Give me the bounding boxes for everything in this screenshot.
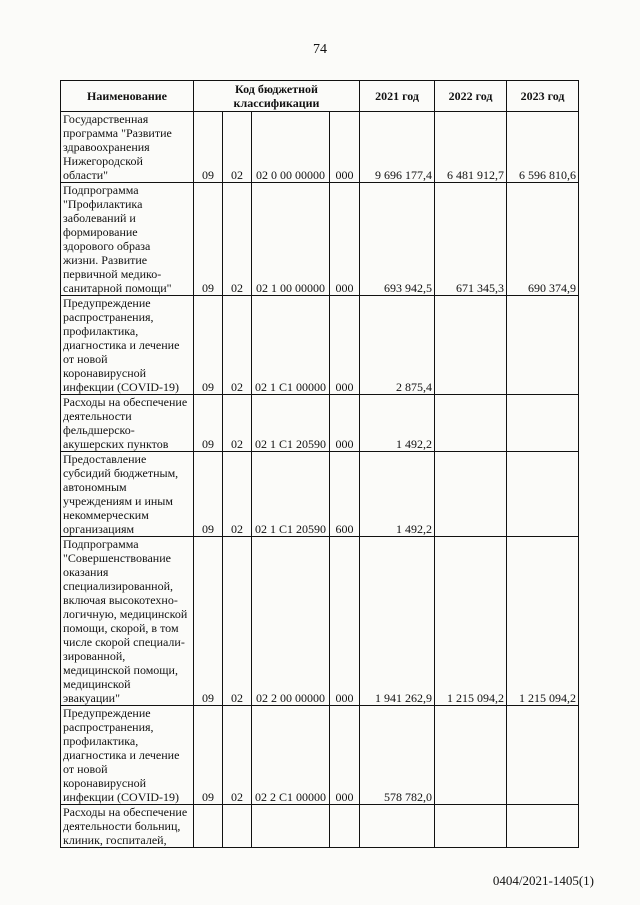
amount-2021: 1 492,2	[360, 452, 435, 537]
amount-2022: 1 215 094,2	[435, 537, 507, 706]
row-name-line: "Профилактика	[63, 197, 143, 211]
code-target-article: 02 2 С1 00000	[252, 706, 330, 805]
row-name-line: организациям	[63, 522, 135, 536]
amount-2021: 9 696 177,4	[360, 112, 435, 183]
row-name-line: диагностика и лечение	[63, 748, 180, 762]
amount-2022	[435, 395, 507, 452]
code-target-article	[252, 805, 330, 848]
amount-2023: 1 215 094,2	[507, 537, 579, 706]
amount-2023	[507, 706, 579, 805]
table-row	[61, 452, 579, 537]
row-name-line: инфекции (COVID-19)	[63, 790, 180, 804]
code-subsection: 02	[223, 537, 252, 706]
row-name-line: специализированной,	[63, 579, 174, 593]
row-name	[61, 112, 194, 183]
row-name-line: Предоставление	[63, 452, 147, 466]
row-name-line: эвакуации"	[63, 691, 120, 705]
code-expense-type: 000	[330, 395, 360, 452]
row-name-line: заболеваний и	[63, 211, 136, 225]
table-header-row	[61, 81, 579, 112]
table-row	[61, 183, 579, 296]
amount-2022	[435, 296, 507, 395]
code-expense-type: 000	[330, 183, 360, 296]
amount-2023: 690 374,9	[507, 183, 579, 296]
row-name	[61, 395, 194, 452]
row-name-line: медицинской	[63, 677, 131, 691]
row-name-line: Предупреждение	[63, 296, 151, 310]
row-name-line: Расходы на обеспечение	[63, 805, 188, 819]
code-subsection: 02	[223, 706, 252, 805]
row-name-line: логичную, медицинской	[63, 607, 188, 621]
row-name-line: деятельности	[63, 409, 132, 423]
row-name-line: программа "Развитие	[63, 126, 172, 140]
code-subsection: 02	[223, 452, 252, 537]
code-section: 09	[194, 112, 223, 183]
row-name-line: здравоохранения	[63, 140, 150, 154]
code-subsection: 02	[223, 395, 252, 452]
amount-2021: 693 942,5	[360, 183, 435, 296]
amount-2021: 578 782,0	[360, 706, 435, 805]
code-subsection: 02	[223, 112, 252, 183]
row-name-line: первичной медико-	[63, 267, 162, 281]
table-row	[61, 537, 579, 706]
row-name-line: от новой	[63, 352, 108, 366]
amount-2022	[435, 452, 507, 537]
row-name-line: профилактика,	[63, 734, 139, 748]
amount-2023	[507, 296, 579, 395]
row-name-line: оказания	[63, 565, 109, 579]
row-name-line: акушерских пунктов	[63, 437, 169, 451]
row-name-line: некоммерческим	[63, 508, 149, 522]
header-name: Наименование	[61, 81, 194, 112]
amount-2023	[507, 395, 579, 452]
header-2023: 2023 год	[507, 81, 579, 112]
code-section: 09	[194, 706, 223, 805]
row-name-line: коронавирусной	[63, 366, 147, 380]
row-name-line: числе скорой специали-	[63, 635, 185, 649]
code-expense-type: 000	[330, 112, 360, 183]
code-target-article: 02 1 С1 00000	[252, 296, 330, 395]
code-expense-type: 000	[330, 296, 360, 395]
row-name-line: медицинской помощи,	[63, 663, 178, 677]
amount-2021: 1 941 262,9	[360, 537, 435, 706]
table-row	[61, 805, 579, 848]
code-expense-type	[330, 805, 360, 848]
budget-table	[60, 80, 579, 848]
row-name-line: зированной,	[63, 649, 126, 663]
amount-2022: 671 345,3	[435, 183, 507, 296]
header-2021: 2021 год	[360, 81, 435, 112]
amount-2022	[435, 706, 507, 805]
row-name-line: "Совершенствование	[63, 551, 171, 565]
amount-2021: 2 875,4	[360, 296, 435, 395]
row-name-line: жизни. Развитие	[63, 253, 148, 267]
code-expense-type: 600	[330, 452, 360, 537]
row-name-line: коронавирусной	[63, 776, 147, 790]
code-subsection: 02	[223, 183, 252, 296]
amount-2022	[435, 805, 507, 848]
row-name-line: Подпрограмма	[63, 537, 139, 551]
table-body	[61, 112, 579, 848]
code-expense-type: 000	[330, 537, 360, 706]
code-expense-type: 000	[330, 706, 360, 805]
row-name-line: от новой	[63, 762, 108, 776]
row-name	[61, 452, 194, 537]
table-row	[61, 395, 579, 452]
code-target-article: 02 0 00 00000	[252, 112, 330, 183]
row-name-line: фельдшерско-	[63, 423, 135, 437]
row-name-line: Государственная	[63, 112, 149, 126]
code-section: 09	[194, 395, 223, 452]
row-name-line: здорового образа	[63, 239, 151, 253]
row-name-line: формирование	[63, 225, 138, 239]
table-row	[61, 296, 579, 395]
code-target-article: 02 2 00 00000	[252, 537, 330, 706]
row-name-line: субсидий бюджетным,	[63, 466, 179, 480]
amount-2023	[507, 805, 579, 848]
row-name-line: включая высокотехно-	[63, 593, 178, 607]
code-target-article: 02 1 С1 20590	[252, 395, 330, 452]
page-number: 74	[313, 42, 327, 57]
row-name-line: деятельности больниц,	[63, 819, 181, 833]
code-section: 09	[194, 296, 223, 395]
code-subsection	[223, 805, 252, 848]
table-row	[61, 112, 579, 183]
code-section	[194, 805, 223, 848]
table-row	[61, 706, 579, 805]
row-name	[61, 537, 194, 706]
row-name-line: диагностика и лечение	[63, 338, 180, 352]
row-name-line: учреждениям и иным	[63, 494, 173, 508]
row-name	[61, 296, 194, 395]
code-target-article: 02 1 00 00000	[252, 183, 330, 296]
row-name	[61, 706, 194, 805]
row-name-line: области"	[63, 168, 109, 182]
row-name-line: Предупреждение	[63, 706, 151, 720]
row-name-line: профилактика,	[63, 324, 139, 338]
amount-2021: 1 492,2	[360, 395, 435, 452]
code-subsection: 02	[223, 296, 252, 395]
amount-2023: 6 596 810,6	[507, 112, 579, 183]
row-name-line: помощи, скорой, в том	[63, 621, 179, 635]
row-name-line: Расходы на обеспечение	[63, 395, 188, 409]
amount-2022: 6 481 912,7	[435, 112, 507, 183]
row-name	[61, 805, 194, 848]
row-name	[61, 183, 194, 296]
row-name-line: клиник, госпиталей,	[63, 833, 167, 847]
code-section: 09	[194, 183, 223, 296]
amount-2021	[360, 805, 435, 848]
row-name-line: автономным	[63, 480, 127, 494]
row-name-line: санитарной помощи"	[63, 281, 172, 295]
amount-2023	[507, 452, 579, 537]
document-id: 0404/2021-1405(1)	[492, 873, 594, 888]
row-name-line: распространения,	[63, 310, 154, 324]
code-section: 09	[194, 452, 223, 537]
header-code: Код бюджетной классификации	[194, 81, 360, 112]
row-name-line: Нижегородской	[63, 154, 143, 168]
row-name-line: инфекции (COVID-19)	[63, 380, 180, 394]
row-name-line: распространения,	[63, 720, 154, 734]
code-section: 09	[194, 537, 223, 706]
header-2022: 2022 год	[435, 81, 507, 112]
row-name-line: Подпрограмма	[63, 183, 139, 197]
code-target-article: 02 1 С1 20590	[252, 452, 330, 537]
